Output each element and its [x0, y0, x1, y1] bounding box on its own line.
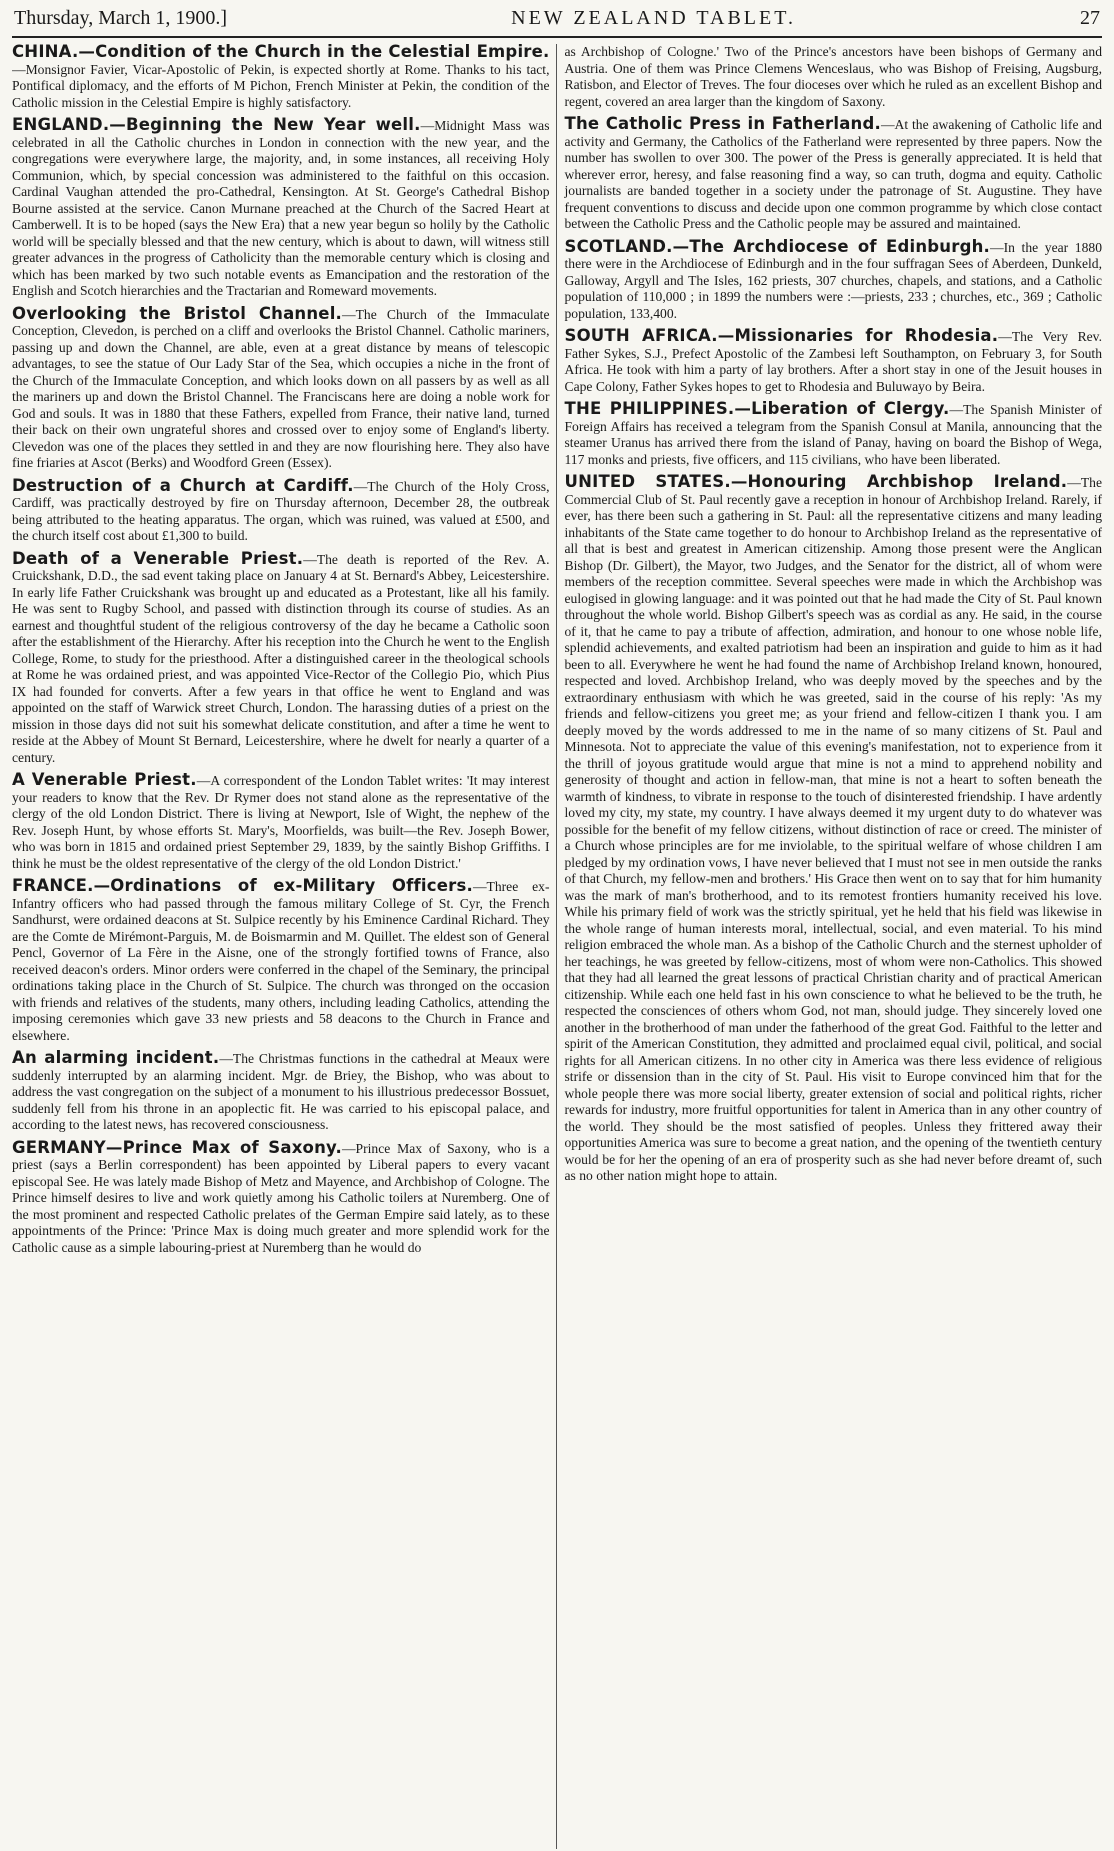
article-heading: UNITED STATES.—Honouring Archbishop Ireland. — [564, 472, 1068, 491]
article — [12, 475, 550, 545]
article — [565, 474, 1103, 1185]
article-heading: FRANCE.—Ordinations of ex-Military Officers. — [12, 876, 473, 895]
article-body: —Midnight Mass was celebrated in all the Catholic churches in London in connection with the new year, and the congregations were everywhere large, the majority, and, in some instances, all receiving Holy Communion, which, by special concession was administered to the faithful on this occasion. Cardinal Vaughan attended the pro-Cathedral, Kensington. At St. George's Cathedral Bishop Bourne assisted at the service. Canon Murnane preached at the Church of the Sacred Heart at Camberwell. It is to be hoped (says the New Era) that a new year begun so holily by the Catholic world will be specially blessed and that the new century, which is about to dawn, will witness still greater advances in the progress of Catholicity than the memorable century which is closing and which has been marked by two such notable events as Emancipation and the restoration of the English and Scotch hierarchies and the Tractarian and Romeward movements. — [12, 118, 550, 298]
article-heading: An alarming incident. — [12, 1048, 220, 1067]
article — [12, 878, 550, 1044]
article — [12, 44, 550, 111]
issue-date: Thursday, March 1, 1900.] — [14, 7, 228, 29]
article-body: —The Very Rev. Father Sykes, S.J., Prefect Apostolic of the Zambesi left Southampton, on February 3, for South Africa. He took with him a party of lay brothers. After a short stay in one of the Jesuit houses in Cape Colony, Father Sykes hopes to get to Rhodesia and Buluwayo by Beira. — [564, 329, 1102, 394]
article-continuation — [565, 44, 1103, 110]
article — [565, 116, 1103, 233]
columns — [12, 44, 1102, 1849]
article — [12, 772, 550, 872]
article — [12, 117, 550, 300]
article-body: —At the awakening of Catholic life and activity and Germany, the Catholics of the Fatherland were represented by three papers. Now the number has swollen to over 300. The power of the Press is generally appreciated. It is held that wherever error, heresy, and false reasoning find a way, so can truth, dogma and equity. Catholic journalists are banded together in a society under the patronage of St. Augustine. They have frequent conventions to discuss and decide upon one common programme by which close contact between the Catholic Press and the Catholic people may be assured and maintained. — [564, 117, 1102, 231]
article-body: —The Church of the Immaculate Conception, Clevedon, is perched on a cliff and overlooks the Bristol Channel. Catholic mariners, passing up and down the Channel, are able, even at a great distance by means of telescopic advantages, to see the statue of Our Lady Star of the Sea, which occupies a niche in the front of the Church of the Immaculate Conception, and which looks down on all passers by as well as all the mariners up and down the Bristol Channel. The Franciscans here are doing a noble work for God and souls. It was in 1880 that these Fathers, expelled from France, their native land, turned their back on their own ungrateful shores and crossed over to enjoy some of England's liberty. Clevedon was one of the places they settled in and they are now flourishing here. They also have fine friaries at Ascot (Berks) and Woodford Green (Essex). — [12, 306, 550, 470]
article — [12, 303, 550, 472]
article-body: —Three ex-Infantry officers who had passed through the famous military College of St. Cyr, the French Sandhurst, were ordained deacons at St. Sulpice recently by his Eminence Cardinal Richard. They are the Comte de Mirémont-Parguis, M. de Boismarmin and M. Quillet. The eldest son of General Pencl, Governor of La Fère in the Aisne, one of the strongly fortified towns of France, also received deacon's orders. Minor orders were conferred in the chapel of the Seminary, the principal ordinations taking place in the Church of St. Sulpice. The church was thronged on the occasion with friends and relatives of the students, many others, including leading Catholics, attending the imposing ceremonies which gave 33 new priests and 58 deacons to the Church in France and elsewhere. — [12, 879, 550, 1043]
article-body: —A correspondent of the London Tablet writes: 'It may interest your readers to know that the Rev. Dr Rymer does not stand alone as the representative of the clergy of the old London District. There is living at Newport, Isle of Wight, the nephew of the Rev. Joseph Hunt, by whose efforts St. Mary's, Moorfields, was built—the Rev. Joseph Bower, who was born in 1815 and ordained priest September 29, 1839, by the saintly Bishop Griffiths. I think he must be the oldest representative of the clergy of the old London District.' — [12, 773, 550, 871]
article — [12, 1137, 550, 1257]
page-header — [12, 6, 1102, 38]
article-heading: A Venerable Priest. — [12, 770, 197, 789]
article-body: as Archbishop of Cologne.' Two of the Prince's ancestors have been bishops of Germany and Austria. One of them was Prince Clemens Wenceslaus, who was Bishop of Freising, Augsburg, Ratisbon, and Elector of Treves. The four dioceses over which he ruled as an excellent Bishop and regent, covered an area larger than the kingdom of Saxony. — [564, 44, 1102, 109]
publication-title: NEW ZEALAND TABLET. — [511, 7, 796, 29]
article-body: —Monsignor Favier, Vicar-Apostolic of Pekin, is expected shortly at Rome. Thanks to his tact, Pontifical diplomacy, and the efforts of M Pichon, French Minister at Pekin, the condition of the Catholic mission in the Celestial Empire is highly satisfactory. — [12, 61, 550, 110]
article-heading: The Catholic Press in Fatherland. — [564, 114, 881, 133]
article — [565, 401, 1103, 468]
article-body: —In the year 1880 there were in the Archdiocese of Edinburgh and in the four suffragan Sees of Aberdeen, Dunkeld, Galloway, Argyll and The Isles, 162 priests, 307 churches, chapels, and stations, and a Catholic population of 110,000 ; in 1899 the numbers were :—priests, 233 ; churches, etc., 369 ; Catholic population, 133,400. — [564, 239, 1102, 321]
article — [565, 328, 1103, 395]
article — [12, 1050, 550, 1134]
article-heading: THE PHILIPPINES.—Liberation of Clergy. — [564, 399, 950, 418]
article — [564, 236, 1103, 323]
left-column — [12, 44, 557, 1849]
article-body: —The Christmas functions in the cathedral at Meaux were suddenly interrupted by an alarming incident. Mgr. de Briey, the Bishop, who was about to address the vast congregation on the subject of a monument to his illustrious predecessor Bossuet, suddenly fell from his throne in an apoplectic fit. He was carried to his episcopal palace, and according to the latest news, has recovered consciousness. — [12, 1051, 550, 1132]
article-body: —The Commercial Club of St. Paul recently gave a reception in honour of Archbishop Ireland. Rarely, if ever, has there been such a gathering in St. Paul: all the representative citizens and many leading inhabitants of the State came together to do honour to Archbishop Ireland as the representative of all that is best and greatest in American citizenship. Among those present were the Anglican Bishop (Dr. Gilbert), the Mayor, two Judges, and the Senator for the district, all of whom were members of the reception committee. Several speeches were made in which the Archbishop was eulogised in glowing language: and it was pointed out that he had made the City of St. Paul known throughout the whole world. Bishop Gilbert's speech was as cordial as any. He said, in the course of it, that he came to pay a tribute of affection, admiration, and honour to one whose noble life, splendid achievements, and exalted patriotism had been an inspiration and guide to him as it had been to all. Everywhere he went he had found the name of Archbishop Ireland known, honoured, respected and loved. Archbishop Ireland, who was deeply moved by the speeches and by the extraordinary enthusiasm with which he was greeted, said in the course of his reply: 'As my friends and fellow-citizens you greet me; as your friend and fellow-citizen I thank you. I am deeply moved by the words addressed to me in the name of so many citizens of St. Paul and Minnesota. Not to appreciate the value of this evening's manifestation, not to experience from it the thrill of joyous gratitude would argue that mine is not a mind to apprehend nobility and generosity of thought and action in fellow-man, that mine is not a heart to soften beneath the warmth of kindness, to vibrate in response to the touch of disinterested friendship. I have ardently loved my city, my state, my country. I have always deemed it my urgent duty to do whatever was possible for the benefit of my fellow citizens, without distinction of race or creed. The minister of a Church whose principles are for me inviolable, to the spiritual welfare of whose children I am pledged by my ordination vows, I have never believed that I must not see in men outside the ranks of that Church, my fellow-men and brothers.' His Grace then went on to say that for him humanity was the mark of man's brotherhood, and to its remotest frontiers humanity received his love. While his primary field of work was the strictly spiritual, yet he held that his field was likewise in the whole range of human interests moral, intellectual, social, and even material. To his mind religion embraced the whole man. As a bishop of the Catholic Church and the sternest upholder of her teachings, he was greeted by fellow-citizens, most of whom were non-Catholics. This showed that they had all learned the great lessons of practical Christian charity and of practical American citizenship. While each one held fast in his own conscience to what he believed to be the truth, he respected the consciences of others whom God, not man, should judge. They sincerely loved one another in the brotherhood of man under the fatherhood of the great God. Faithful to the letter and spirit of the American Constitution, they admitted and proclaimed equal civil, political, and social rights for all American citizens. In no other city in America was there less evidence of religious strife or dissension than in the city of St. Paul. His visit to Europe convinced him that for the whole people there was more social liberty, greater extension of social and political rights, richer rewards for industry, more fruitful opportunities for talent in America than in any other country of the world. They should be the most satisfied of peoples. Unless they frittered away their opportunities America was sure to become a great nation, and the opening of the twentieth century would be for her the opening of an era of prosperity such as she had never before dreamt of, such as no other nation might hope to attain. — [564, 475, 1102, 1183]
article-heading: Destruction of a Church at Cardiff. — [12, 475, 354, 495]
page-number: 27 — [1079, 7, 1100, 29]
article-heading: SCOTLAND.—The Archdiocese of Edinburgh. — [564, 236, 990, 256]
article-heading: CHINA.—Condition of the Church in the Celestial Empire. — [12, 44, 550, 61]
article-heading: Overlooking the Bristol Channel. — [12, 303, 343, 323]
right-column — [557, 44, 1103, 1849]
article-body: —Prince Max of Saxony, who is a priest (says a Berlin correspondent) has been appointed by Liberal papers to every vacant episcopal See. He was lately made Bishop of Metz and Mayence, and Archbishop of Cologne. The Prince himself desires to live and work quietly among his Catholic toilers at Nuremberg. One of the most prominent and respected Catholic prelates of the German Empire said lately, as to these appointments of the Prince: 'Prince Max is doing much greater and more splendid work for the Catholic cause as a simple labouring-priest at Nuremberg than he would do — [12, 1140, 550, 1255]
article-heading: Death of a Venerable Priest. — [12, 548, 304, 568]
article-body: —The death is reported of the Rev. A. Cruickshank, D.D., the sad event taking place on January 4 at St. Bernard's Abbey, Leicestershire. In early life Father Cruickshank was brought up and educated as a Protestant, like all his family. He was sent to Rugby School, and passed with distinction through its course of studies. As an earnest and thoughtful student of the religious controversy of the day he became a Catholic soon after the establishment of the Hierarchy. After his reception into the Church he went to the English College, Rome, to study for the priesthood. After a distinguished career in the theological schools at Rome he was ordained priest, and was appointed Vice-Rector of the Collegio Pio, which Pius IX had founded for converts. After a few years in that office he went to England and was appointed on the staff of Warwick street Church, London. The harassing duties of a priest on the mission in those days did not suit his somewhat delicate constitution, and after a time he went to reside at the Abbey of Mount St Bernard, Leicestershire, where he dwelt for nearly a quarter of a century. — [12, 551, 550, 765]
article-body: —The Spanish Minister of Foreign Affairs has received a telegram from the Spanish Consul at Manila, announcing that the steamer Uranus has arrived there from the island of Panay, having on board the Bishop of Wega, 117 monks and priests, five officers, and 115 civilians, who have been liberated. — [564, 402, 1102, 467]
article-heading: ENGLAND.—Beginning the New Year well. — [12, 115, 421, 134]
article-heading: GERMANY—Prince Max of Saxony. — [12, 1137, 342, 1157]
article-heading: SOUTH AFRICA.—Missionaries for Rhodesia. — [564, 326, 999, 345]
article — [12, 548, 550, 767]
article-body: —The Church of the Holy Cross, Cardiff, was practically destroyed by fire on Thursday afternoon, December 28, the outbreak being attributed to the heating apparatus. The organ, which was ruined, was valued at £500, and the church itself cost about £1,300 to build. — [12, 478, 550, 543]
